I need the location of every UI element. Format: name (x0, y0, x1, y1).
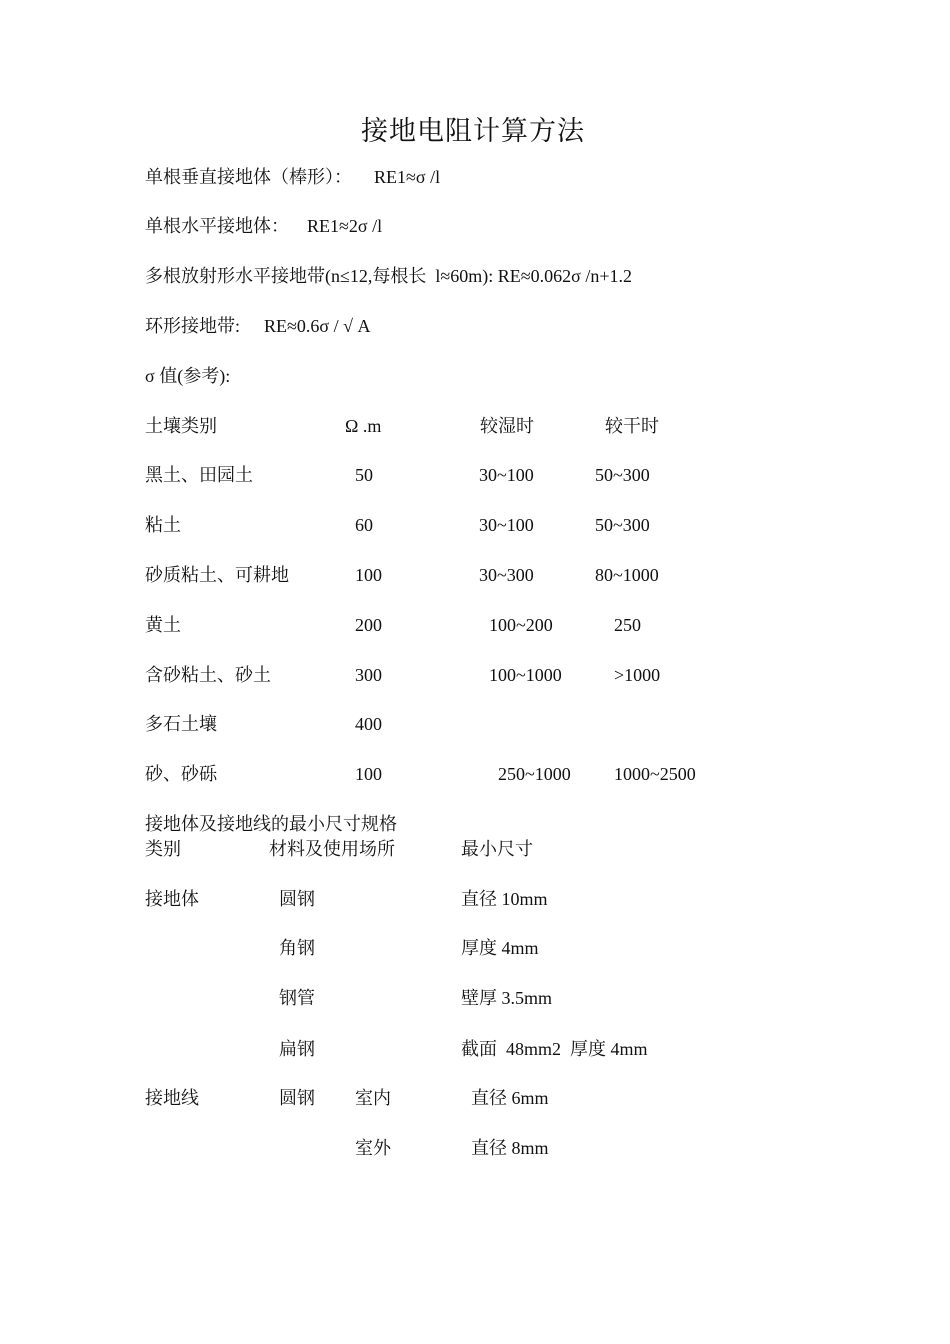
soil-row-wet: 100~1000 (489, 665, 562, 685)
electrode-category: 接地体 (145, 889, 199, 909)
soil-row-type: 多石土壤 (145, 714, 217, 734)
electrode-size: 截面 48mm2 厚度 4mm (461, 1039, 648, 1059)
soil-row-wet: 250~1000 (498, 764, 571, 784)
size-section-heading: 接地体及接地线的最小尺寸规格 (145, 814, 397, 834)
electrode-material: 钢管 (279, 988, 315, 1008)
soil-row-type: 粘土 (145, 515, 181, 535)
wire-category: 接地线 (145, 1088, 199, 1108)
size-header-min-size: 最小尺寸 (461, 839, 533, 859)
soil-header-wet: 较湿时 (480, 416, 534, 436)
ring-strip-label: 环形接地带: (145, 316, 241, 336)
soil-row-type: 砂质粘土、可耕地 (145, 565, 289, 585)
electrode-size: 壁厚 3.5mm (461, 988, 553, 1008)
wire-size: 直径 8mm (471, 1138, 549, 1158)
soil-row-wet: 30~100 (479, 515, 534, 535)
soil-row-value: 50 (355, 465, 373, 485)
soil-row-wet: 30~300 (479, 565, 534, 585)
soil-row-value: 200 (355, 615, 382, 635)
soil-row-value: 60 (355, 515, 373, 535)
electrode-material: 扁钢 (279, 1039, 315, 1059)
soil-row-value: 400 (355, 714, 382, 734)
soil-row-wet: 100~200 (489, 615, 553, 635)
electrode-size: 厚度 4mm (461, 938, 539, 958)
soil-row-wet: 30~100 (479, 465, 534, 485)
electrode-size: 直径 10mm (461, 889, 548, 909)
page-title: 接地电阻计算方法 (361, 116, 585, 146)
wire-place: 室内 (355, 1088, 391, 1108)
soil-row-dry: 50~300 (595, 515, 650, 535)
radial-strip-formula: 多根放射形水平接地带(n≤12,每根长 l≈60m): RE≈0.062σ /n+1.2 (145, 266, 632, 286)
soil-row-dry: 250 (614, 615, 641, 635)
soil-row-type: 黑土、田园土 (145, 465, 253, 485)
wire-place: 室外 (355, 1138, 391, 1158)
soil-row-value: 100 (355, 565, 382, 585)
soil-row-value: 300 (355, 665, 382, 685)
horizontal-electrode-formula: RE1≈2σ /l (307, 216, 383, 236)
size-header-category: 类别 (145, 839, 181, 859)
vertical-electrode-label: 单根垂直接地体（棒形）： (145, 167, 352, 187)
soil-header-type: 土壤类别 (145, 416, 217, 436)
wire-material: 圆钢 (279, 1088, 315, 1108)
horizontal-electrode-label: 单根水平接地体： (145, 216, 289, 236)
soil-header-unit: Ω .m (345, 416, 382, 436)
soil-header-dry: 较干时 (605, 416, 659, 436)
soil-row-dry: >1000 (614, 665, 661, 685)
electrode-material: 圆钢 (279, 889, 315, 909)
vertical-electrode-formula: RE1≈σ /l (374, 167, 441, 187)
soil-row-value: 100 (355, 764, 382, 784)
electrode-material: 角钢 (279, 938, 315, 958)
soil-row-dry: 50~300 (595, 465, 650, 485)
ring-strip-formula: RE≈0.6σ / √ A (264, 316, 371, 336)
soil-row-dry: 1000~2500 (614, 764, 696, 784)
sigma-heading: σ 值(参考): (145, 366, 231, 386)
soil-row-type: 含砂粘土、砂土 (145, 665, 271, 685)
size-header-material: 材料及使用场所 (269, 839, 395, 859)
soil-row-dry: 80~1000 (595, 565, 659, 585)
wire-size: 直径 6mm (471, 1088, 549, 1108)
soil-row-type: 砂、砂砾 (145, 764, 217, 784)
soil-row-type: 黄土 (145, 615, 181, 635)
